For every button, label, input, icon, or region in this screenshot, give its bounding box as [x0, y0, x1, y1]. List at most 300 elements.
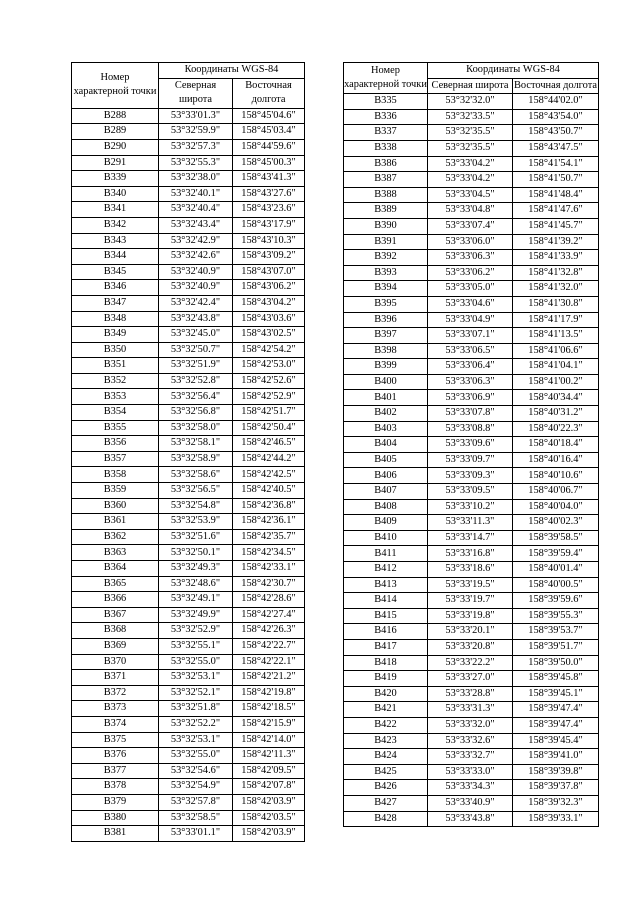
table-row: [72, 529, 305, 545]
table-row: [344, 484, 599, 500]
table-row: [344, 811, 599, 827]
longitude-cell: 158°42'26.3": [233, 623, 305, 639]
table-row: [344, 125, 599, 141]
table-row: [72, 592, 305, 608]
point-number-cell: B403: [344, 421, 428, 437]
table-row: [72, 264, 305, 280]
point-number-cell: B376: [72, 748, 159, 764]
table-row: [72, 249, 305, 265]
point-number-cell: B391: [344, 234, 428, 250]
coordinates-table-left: [71, 62, 305, 842]
point-number-cell: B422: [344, 717, 428, 733]
point-number-cell: B352: [72, 373, 159, 389]
point-number-cell: B353: [72, 389, 159, 405]
table-row: [344, 374, 599, 390]
latitude-cell: 53°33'06.2": [428, 265, 513, 281]
point-number-cell: B412: [344, 562, 428, 578]
latitude-cell: 53°33'09.7": [428, 452, 513, 468]
table-row: [72, 233, 305, 249]
table-row: [72, 327, 305, 343]
table-row: [72, 389, 305, 405]
table-row: [344, 562, 599, 578]
latitude-cell: 53°33'32.0": [428, 717, 513, 733]
point-number-cell: B413: [344, 577, 428, 593]
latitude-cell: 53°33'32.7": [428, 749, 513, 765]
point-number-cell: B380: [72, 810, 159, 826]
point-number-cell: B355: [72, 420, 159, 436]
table-row: [72, 716, 305, 732]
point-number-cell: B419: [344, 671, 428, 687]
point-number-cell: B404: [344, 437, 428, 453]
latitude-header: Северная широта: [159, 78, 233, 108]
table-row: [344, 406, 599, 422]
table-row: [344, 624, 599, 640]
table-row: [344, 733, 599, 749]
latitude-cell: 53°33'40.9": [428, 795, 513, 811]
table-row: [72, 186, 305, 202]
longitude-header: Восточная долгота: [233, 78, 305, 108]
latitude-cell: 53°32'56.8": [159, 405, 233, 421]
table-row: [72, 623, 305, 639]
table-row: [72, 420, 305, 436]
table-row: [344, 468, 599, 484]
point-number-cell: B397: [344, 328, 428, 344]
latitude-cell: 53°32'56.4": [159, 389, 233, 405]
latitude-cell: 53°32'57.8": [159, 794, 233, 810]
longitude-cell: 158°41'47.6": [513, 203, 599, 219]
point-number-cell: B350: [72, 342, 159, 358]
longitude-cell: 158°39'41.0": [513, 749, 599, 765]
point-number-cell: B351: [72, 358, 159, 374]
longitude-cell: 158°42'54.2": [233, 342, 305, 358]
table-row: [72, 732, 305, 748]
point-number-cell: B367: [72, 607, 159, 623]
longitude-cell: 158°42'42.5": [233, 467, 305, 483]
longitude-cell: 158°41'13.5": [513, 328, 599, 344]
longitude-cell: 158°39'59.6": [513, 593, 599, 609]
latitude-cell: 53°33'09.6": [428, 437, 513, 453]
point-number-cell: B379: [72, 794, 159, 810]
coordinates-header: Координаты WGS-84: [159, 63, 305, 79]
longitude-cell: 158°42'36.8": [233, 498, 305, 514]
longitude-cell: 158°44'59.6": [233, 139, 305, 155]
table-row: [72, 763, 305, 779]
latitude-cell: 53°33'10.2": [428, 499, 513, 515]
table-row: [344, 671, 599, 687]
longitude-cell: 158°43'04.2": [233, 295, 305, 311]
latitude-cell: 53°32'55.1": [159, 638, 233, 654]
table-row: [344, 296, 599, 312]
table-row: [344, 515, 599, 531]
latitude-cell: 53°32'53.9": [159, 514, 233, 530]
table-row: [344, 265, 599, 281]
latitude-cell: 53°32'55.0": [159, 748, 233, 764]
table-row: [72, 467, 305, 483]
latitude-cell: 53°33'06.3": [428, 250, 513, 266]
point-number-cell: B389: [344, 203, 428, 219]
latitude-cell: 53°32'54.8": [159, 498, 233, 514]
table-row: [72, 794, 305, 810]
latitude-cell: 53°32'55.0": [159, 654, 233, 670]
table-row: [72, 139, 305, 155]
point-number-cell: B392: [344, 250, 428, 266]
table-row: [344, 530, 599, 546]
table-row: [344, 780, 599, 796]
table-row: [72, 545, 305, 561]
latitude-cell: 53°33'16.8": [428, 546, 513, 562]
longitude-cell: 158°39'51.7": [513, 639, 599, 655]
longitude-cell: 158°45'04.6": [233, 108, 305, 124]
point-number-cell: B377: [72, 763, 159, 779]
point-number-cell: B336: [344, 109, 428, 125]
table-row: [344, 234, 599, 250]
table-row: [72, 451, 305, 467]
latitude-cell: 53°32'40.9": [159, 280, 233, 296]
latitude-cell: 53°33'27.0": [428, 671, 513, 687]
table-row: [344, 343, 599, 359]
longitude-cell: 158°40'01.4": [513, 562, 599, 578]
longitude-cell: 158°42'27.4": [233, 607, 305, 623]
table-row: [344, 702, 599, 718]
longitude-cell: 158°39'33.1": [513, 811, 599, 827]
point-number-cell: B340: [72, 186, 159, 202]
latitude-cell: 53°32'42.9": [159, 233, 233, 249]
longitude-cell: 158°41'33.9": [513, 250, 599, 266]
table-row: [72, 405, 305, 421]
longitude-cell: 158°45'03.4": [233, 124, 305, 140]
longitude-cell: 158°42'03.9": [233, 826, 305, 842]
longitude-cell: 158°42'03.9": [233, 794, 305, 810]
point-number-cell: B369: [72, 638, 159, 654]
longitude-cell: 158°39'45.4": [513, 733, 599, 749]
longitude-cell: 158°41'06.6": [513, 343, 599, 359]
table-row: [72, 202, 305, 218]
longitude-cell: 158°43'10.3": [233, 233, 305, 249]
point-number-cell: B415: [344, 608, 428, 624]
longitude-cell: 158°42'15.9": [233, 716, 305, 732]
longitude-cell: 158°41'32.0": [513, 281, 599, 297]
table-row: [344, 452, 599, 468]
table-row: [344, 577, 599, 593]
latitude-cell: 53°33'05.0": [428, 281, 513, 297]
latitude-cell: 53°32'58.5": [159, 810, 233, 826]
latitude-cell: 53°32'57.3": [159, 139, 233, 155]
latitude-header: Северная широта: [428, 78, 513, 94]
point-number-cell: B390: [344, 218, 428, 234]
longitude-cell: 158°42'21.2": [233, 670, 305, 686]
longitude-cell: 158°42'09.5": [233, 763, 305, 779]
latitude-cell: 53°33'32.6": [428, 733, 513, 749]
table-row: [344, 655, 599, 671]
point-number-cell: B348: [72, 311, 159, 327]
longitude-cell: 158°42'30.7": [233, 576, 305, 592]
latitude-cell: 53°32'42.6": [159, 249, 233, 265]
latitude-cell: 53°33'06.3": [428, 374, 513, 390]
longitude-cell: 158°42'19.8": [233, 685, 305, 701]
point-number-cell: B402: [344, 406, 428, 422]
latitude-cell: 53°33'01.1": [159, 826, 233, 842]
latitude-cell: 53°32'35.5": [428, 140, 513, 156]
latitude-cell: 53°32'48.6": [159, 576, 233, 592]
point-number-cell: B347: [72, 295, 159, 311]
longitude-cell: 158°39'59.4": [513, 546, 599, 562]
point-number-cell: B400: [344, 374, 428, 390]
longitude-cell: 158°42'52.6": [233, 373, 305, 389]
table-row: [344, 608, 599, 624]
point-number-cell: B406: [344, 468, 428, 484]
latitude-cell: 53°32'50.1": [159, 545, 233, 561]
longitude-cell: 158°40'22.3": [513, 421, 599, 437]
longitude-cell: 158°41'04.1": [513, 359, 599, 375]
point-number-cell: B414: [344, 593, 428, 609]
table-row: [72, 295, 305, 311]
latitude-cell: 53°32'42.4": [159, 295, 233, 311]
point-number-header: Номер характерной точки: [344, 63, 428, 94]
table-row: [72, 108, 305, 124]
latitude-cell: 53°32'43.8": [159, 311, 233, 327]
longitude-cell: 158°43'47.5": [513, 140, 599, 156]
point-number-cell: B425: [344, 764, 428, 780]
longitude-cell: 158°40'00.5": [513, 577, 599, 593]
point-number-cell: B417: [344, 639, 428, 655]
point-number-cell: B395: [344, 296, 428, 312]
latitude-cell: 53°32'52.2": [159, 716, 233, 732]
point-number-cell: B365: [72, 576, 159, 592]
latitude-cell: 53°32'51.9": [159, 358, 233, 374]
table-row: [344, 437, 599, 453]
point-number-cell: B393: [344, 265, 428, 281]
longitude-cell: 158°41'32.8": [513, 265, 599, 281]
point-number-cell: B360: [72, 498, 159, 514]
table-row: [344, 717, 599, 733]
longitude-cell: 158°41'48.4": [513, 187, 599, 203]
latitude-cell: 53°33'06.9": [428, 390, 513, 406]
longitude-cell: 158°43'07.0": [233, 264, 305, 280]
longitude-cell: 158°42'52.9": [233, 389, 305, 405]
latitude-cell: 53°33'07.1": [428, 328, 513, 344]
point-number-cell: B337: [344, 125, 428, 141]
longitude-cell: 158°42'51.7": [233, 405, 305, 421]
latitude-cell: 53°32'55.3": [159, 155, 233, 171]
table-row: [344, 328, 599, 344]
point-number-cell: B381: [72, 826, 159, 842]
longitude-cell: 158°39'45.8": [513, 671, 599, 687]
point-number-cell: B346: [72, 280, 159, 296]
latitude-cell: 53°33'06.0": [428, 234, 513, 250]
latitude-cell: 53°32'45.0": [159, 327, 233, 343]
point-number-cell: B374: [72, 716, 159, 732]
latitude-cell: 53°33'06.5": [428, 343, 513, 359]
longitude-cell: 158°41'50.7": [513, 172, 599, 188]
longitude-cell: 158°41'45.7": [513, 218, 599, 234]
point-number-cell: B338: [344, 140, 428, 156]
latitude-cell: 53°32'53.1": [159, 732, 233, 748]
longitude-cell: 158°40'04.0": [513, 499, 599, 515]
table-row: [344, 749, 599, 765]
point-number-cell: B358: [72, 467, 159, 483]
table-row: [344, 499, 599, 515]
longitude-cell: 158°42'53.0": [233, 358, 305, 374]
table-row: [72, 436, 305, 452]
longitude-cell: 158°43'02.5": [233, 327, 305, 343]
table-row: [72, 826, 305, 842]
point-number-cell: B291: [72, 155, 159, 171]
point-number-cell: B359: [72, 483, 159, 499]
latitude-cell: 53°33'20.8": [428, 639, 513, 655]
longitude-cell: 158°41'54.1": [513, 156, 599, 172]
latitude-cell: 53°33'18.6": [428, 562, 513, 578]
longitude-cell: 158°43'27.6": [233, 186, 305, 202]
point-number-cell: B427: [344, 795, 428, 811]
table-row: [344, 172, 599, 188]
longitude-cell: 158°41'00.2": [513, 374, 599, 390]
latitude-cell: 53°33'04.5": [428, 187, 513, 203]
latitude-cell: 53°32'56.5": [159, 483, 233, 499]
table-row: [344, 593, 599, 609]
longitude-cell: 158°42'46.5": [233, 436, 305, 452]
point-number-cell: B423: [344, 733, 428, 749]
latitude-cell: 53°32'33.5": [428, 109, 513, 125]
coordinates-table-right: [343, 62, 599, 827]
latitude-cell: 53°33'04.6": [428, 296, 513, 312]
longitude-cell: 158°39'45.1": [513, 686, 599, 702]
latitude-cell: 53°32'52.1": [159, 685, 233, 701]
table-row: [344, 359, 599, 375]
longitude-cell: 158°43'50.7": [513, 125, 599, 141]
longitude-cell: 158°44'02.0": [513, 94, 599, 110]
latitude-cell: 53°32'43.4": [159, 217, 233, 233]
longitude-cell: 158°42'36.1": [233, 514, 305, 530]
point-number-cell: B399: [344, 359, 428, 375]
longitude-cell: 158°43'41.3": [233, 171, 305, 187]
table-row: [72, 124, 305, 140]
point-number-cell: B428: [344, 811, 428, 827]
table-row: [72, 358, 305, 374]
point-number-cell: B361: [72, 514, 159, 530]
longitude-cell: 158°41'17.9": [513, 312, 599, 328]
point-number-header: Номер характерной точки: [72, 63, 159, 109]
longitude-cell: 158°42'40.5": [233, 483, 305, 499]
latitude-cell: 53°32'58.0": [159, 420, 233, 436]
longitude-cell: 158°39'55.3": [513, 608, 599, 624]
table-row: [72, 498, 305, 514]
latitude-cell: 53°32'58.1": [159, 436, 233, 452]
table-row: [72, 654, 305, 670]
latitude-cell: 53°33'19.8": [428, 608, 513, 624]
longitude-cell: 158°42'22.1": [233, 654, 305, 670]
point-number-cell: B416: [344, 624, 428, 640]
table-row: [72, 483, 305, 499]
point-number-cell: B357: [72, 451, 159, 467]
latitude-cell: 53°32'50.7": [159, 342, 233, 358]
longitude-cell: 158°42'44.2": [233, 451, 305, 467]
table-row: [72, 280, 305, 296]
point-number-cell: B354: [72, 405, 159, 421]
point-number-cell: B341: [72, 202, 159, 218]
point-number-cell: B288: [72, 108, 159, 124]
point-number-cell: B401: [344, 390, 428, 406]
table-row: [72, 155, 305, 171]
longitude-cell: 158°42'50.4": [233, 420, 305, 436]
point-number-cell: B410: [344, 530, 428, 546]
latitude-cell: 53°32'40.9": [159, 264, 233, 280]
longitude-cell: 158°41'39.2": [513, 234, 599, 250]
point-number-cell: B356: [72, 436, 159, 452]
table-row: [72, 701, 305, 717]
point-number-cell: B426: [344, 780, 428, 796]
point-number-cell: B408: [344, 499, 428, 515]
latitude-cell: 53°33'22.2": [428, 655, 513, 671]
longitude-cell: 158°42'11.3": [233, 748, 305, 764]
table-row: [72, 514, 305, 530]
latitude-cell: 53°32'58.9": [159, 451, 233, 467]
latitude-cell: 53°33'08.8": [428, 421, 513, 437]
table-body-right: [344, 94, 599, 827]
table-row: [344, 203, 599, 219]
latitude-cell: 53°32'51.6": [159, 529, 233, 545]
latitude-cell: 53°32'32.0": [428, 94, 513, 110]
latitude-cell: 53°32'52.8": [159, 373, 233, 389]
latitude-cell: 53°32'49.9": [159, 607, 233, 623]
table-row: [344, 639, 599, 655]
latitude-cell: 53°33'06.4": [428, 359, 513, 375]
table-row: [72, 373, 305, 389]
table-row: [72, 311, 305, 327]
point-number-cell: B289: [72, 124, 159, 140]
latitude-cell: 53°33'20.1": [428, 624, 513, 640]
latitude-cell: 53°33'14.7": [428, 530, 513, 546]
point-number-cell: B405: [344, 452, 428, 468]
latitude-cell: 53°33'07.8": [428, 406, 513, 422]
table-body-left: [72, 108, 305, 841]
point-number-cell: B398: [344, 343, 428, 359]
latitude-cell: 53°32'52.9": [159, 623, 233, 639]
point-number-cell: B290: [72, 139, 159, 155]
point-number-cell: B396: [344, 312, 428, 328]
longitude-cell: 158°39'47.4": [513, 717, 599, 733]
longitude-cell: 158°40'18.4": [513, 437, 599, 453]
point-number-cell: B373: [72, 701, 159, 717]
latitude-cell: 53°32'54.6": [159, 763, 233, 779]
latitude-cell: 53°33'09.5": [428, 484, 513, 500]
latitude-cell: 53°33'04.2": [428, 156, 513, 172]
longitude-cell: 158°42'35.7": [233, 529, 305, 545]
latitude-cell: 53°33'04.9": [428, 312, 513, 328]
latitude-cell: 53°33'04.2": [428, 172, 513, 188]
point-number-cell: B378: [72, 779, 159, 795]
latitude-cell: 53°32'59.9": [159, 124, 233, 140]
point-number-cell: B349: [72, 327, 159, 343]
longitude-cell: 158°42'28.6": [233, 592, 305, 608]
point-number-cell: B386: [344, 156, 428, 172]
point-number-cell: B372: [72, 685, 159, 701]
point-number-cell: B364: [72, 561, 159, 577]
table-row: [72, 171, 305, 187]
table-row: [72, 638, 305, 654]
longitude-cell: 158°42'14.0": [233, 732, 305, 748]
latitude-cell: 53°32'53.1": [159, 670, 233, 686]
coordinates-header: Координаты WGS-84: [428, 63, 599, 79]
longitude-cell: 158°42'34.5": [233, 545, 305, 561]
table-row: [344, 140, 599, 156]
latitude-cell: 53°33'31.3": [428, 702, 513, 718]
latitude-cell: 53°33'19.5": [428, 577, 513, 593]
longitude-cell: 158°40'31.2": [513, 406, 599, 422]
longitude-cell: 158°40'16.4": [513, 452, 599, 468]
table-row: [344, 187, 599, 203]
point-number-cell: B345: [72, 264, 159, 280]
latitude-cell: 53°33'28.8": [428, 686, 513, 702]
